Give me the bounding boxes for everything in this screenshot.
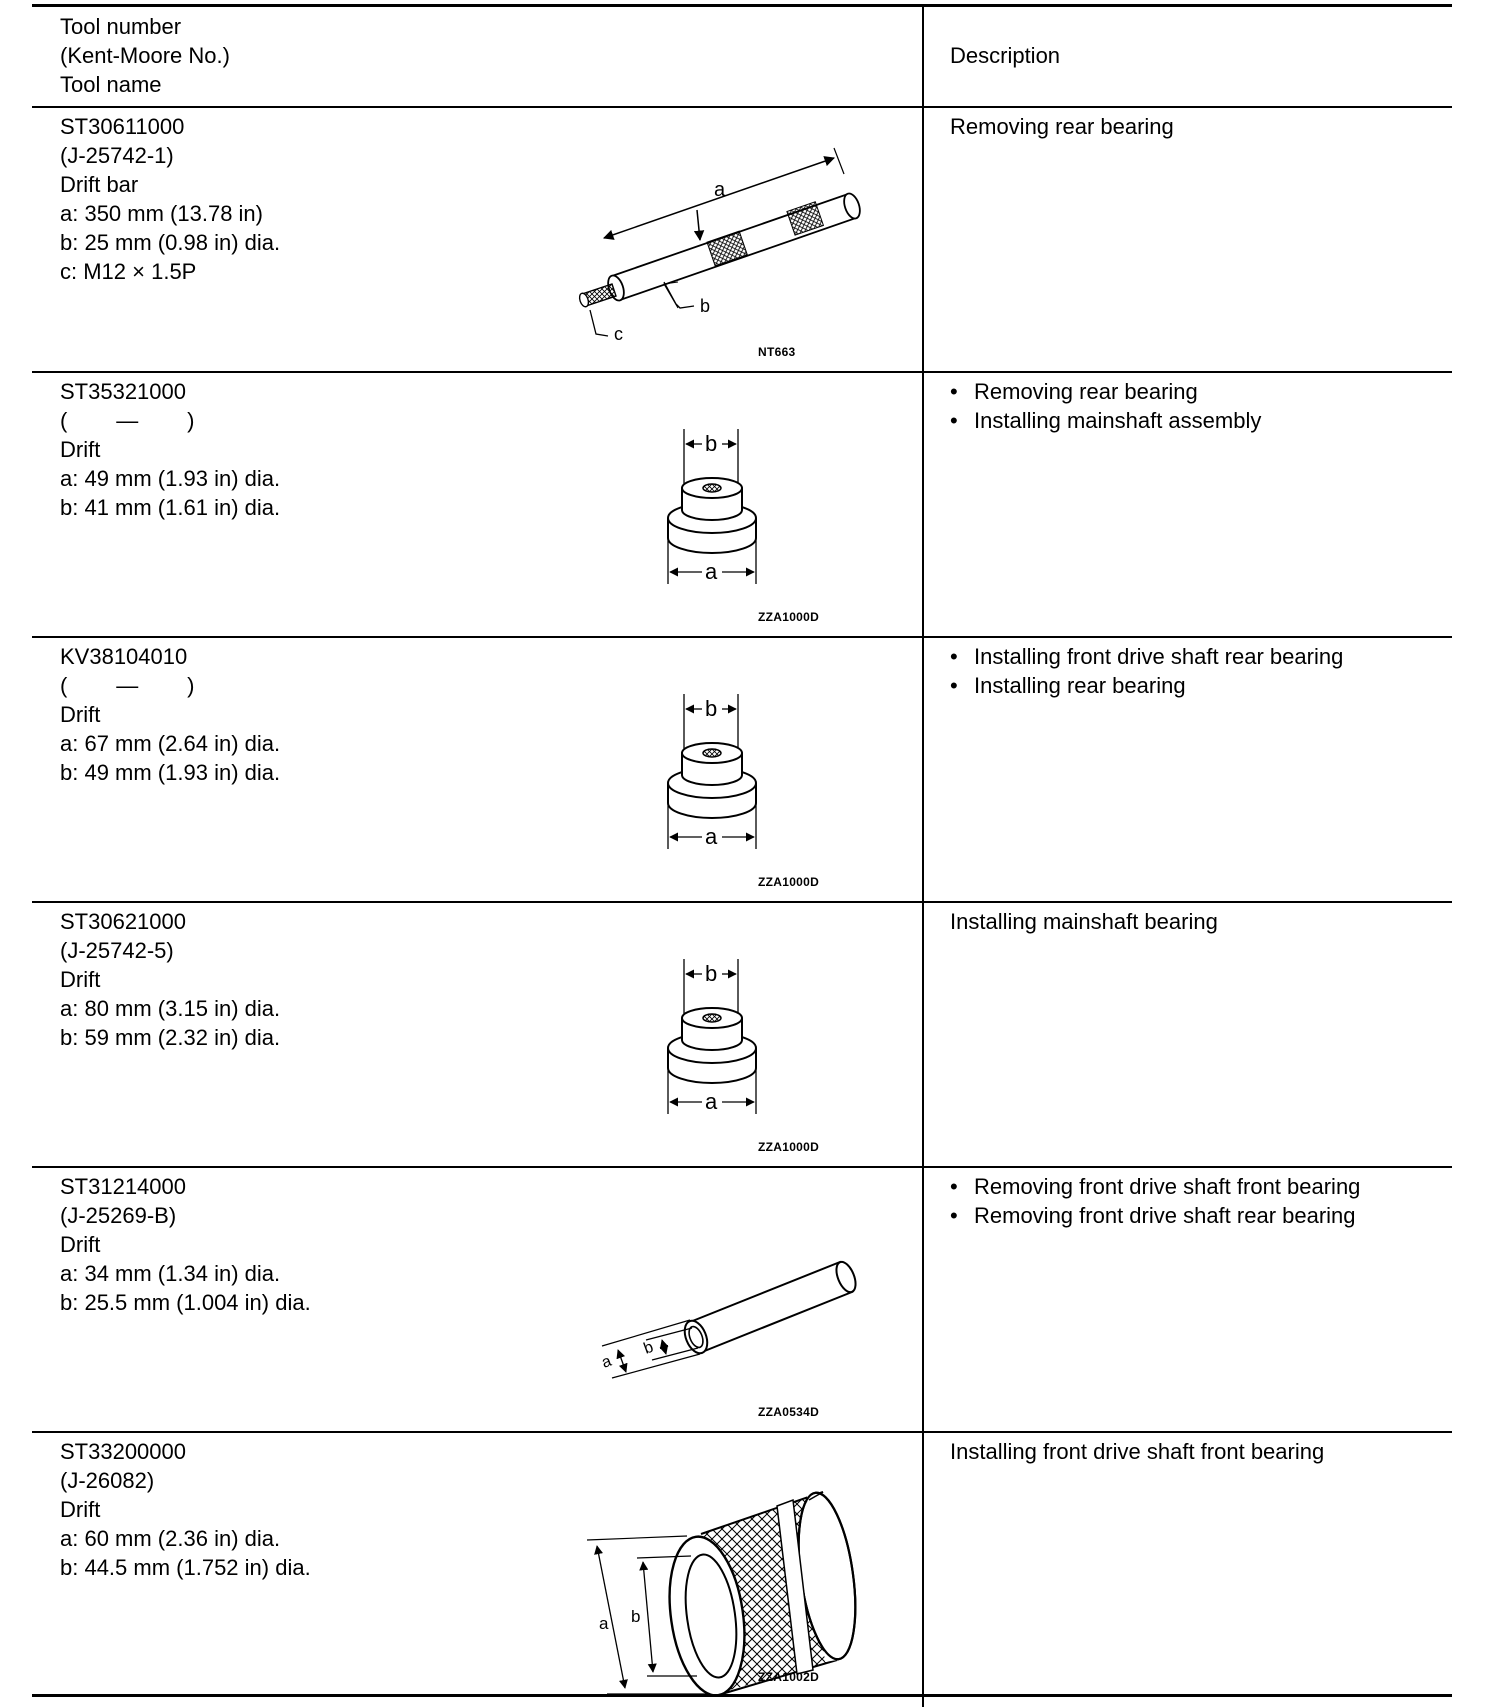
description-item: • Installing front drive shaft rear bearing	[950, 642, 1343, 671]
kent-moore-number: (J-25742-5)	[60, 938, 174, 963]
figure-label-a: a	[705, 1089, 718, 1114]
description-item: • Removing rear bearing	[950, 377, 1261, 406]
description-item: • Removing front drive shaft rear bearing	[950, 1201, 1360, 1230]
drift-disc-illustration	[632, 954, 792, 1124]
description-item: • Installing mainshaft assembly	[950, 406, 1261, 435]
figure-code: ZZA0534D	[758, 1405, 820, 1419]
description	[950, 1172, 1360, 1230]
spec-line: b: 49 mm (1.93 in) dia.	[60, 760, 281, 785]
spec-line: a: 34 mm (1.34 in) dia.	[60, 1261, 281, 1286]
spec-line: a: 60 mm (2.36 in) dia.	[60, 1526, 281, 1551]
description-item: • Removing front drive shaft front bearing	[950, 1172, 1360, 1201]
table-row-tool-info	[60, 1437, 311, 1582]
tool-number: ST35321000	[60, 379, 186, 404]
tool-name: Drift	[60, 437, 101, 462]
figure-code: NT663	[758, 345, 796, 359]
tool-name: Drift	[60, 967, 101, 992]
tool-number: ST30611000	[60, 114, 185, 139]
figure-label-a: a	[705, 824, 718, 849]
figure-label-a: a	[705, 559, 718, 584]
table-row-tool-info	[60, 112, 280, 286]
figure-label-b: b	[641, 1338, 656, 1358]
spec-line: b: 25 mm (0.98 in) dia.	[60, 230, 281, 255]
spec-line: a: 350 mm (13.78 in)	[60, 201, 263, 226]
table-row-tool-info	[60, 642, 280, 787]
tool-number: ST30621000	[60, 909, 186, 934]
figure-label-a: a	[714, 179, 726, 201]
kent-moore-number: ( — )	[60, 673, 195, 698]
description	[950, 112, 1174, 141]
description-item: • Installing rear bearing	[950, 671, 1343, 700]
figure-code: ZZA1000D	[758, 1140, 820, 1154]
row-divider	[32, 371, 1452, 373]
figure-label-b: b	[705, 431, 718, 456]
figure-label-c: c	[614, 324, 623, 344]
tool-name: Drift	[60, 702, 101, 727]
kent-moore-number: ( — )	[60, 408, 195, 433]
description	[950, 642, 1343, 700]
spec-line: b: 44.5 mm (1.752 in) dia.	[60, 1555, 311, 1580]
spec-line: c: M12 × 1.5P	[60, 259, 197, 284]
header-tool-column	[60, 12, 230, 99]
table-row-tool-info	[60, 907, 280, 1052]
spec-line: a: 80 mm (3.15 in) dia.	[60, 996, 281, 1021]
table-row-tool-info	[60, 1172, 311, 1317]
description-item: Installing mainshaft bearing	[950, 909, 1218, 934]
header-description: Description	[950, 43, 1061, 68]
drift-disc-illustration	[632, 689, 792, 859]
header-tool-name: Tool name	[60, 72, 162, 97]
description	[950, 1437, 1324, 1466]
spec-line: b: 59 mm (2.32 in) dia.	[60, 1025, 281, 1050]
row-divider	[32, 1431, 1452, 1433]
figure-code: ZZA1002D	[758, 1670, 820, 1684]
header-tool-number: Tool number	[60, 14, 182, 39]
spec-line: a: 67 mm (2.64 in) dia.	[60, 731, 281, 756]
figure-label-b: b	[705, 961, 718, 986]
tool-name: Drift bar	[60, 172, 139, 197]
table-bottom-rule	[32, 1694, 1452, 1697]
drift-bar-illustration	[552, 144, 882, 364]
row-divider	[32, 636, 1452, 638]
spec-line: b: 25.5 mm (1.004 in) dia.	[60, 1290, 311, 1315]
kent-moore-number: (J-26082)	[60, 1468, 155, 1493]
knurled-drift-illustration	[587, 1484, 887, 1704]
row-divider	[32, 901, 1452, 903]
header-kent-moore: (Kent-Moore No.)	[60, 43, 230, 68]
table-row-tool-info	[60, 377, 280, 522]
kent-moore-number: (J-25742-1)	[60, 143, 174, 168]
row-divider	[32, 1166, 1452, 1168]
column-divider	[922, 7, 924, 1707]
figure-label-b: b	[631, 1607, 641, 1626]
spec-line: a: 49 mm (1.93 in) dia.	[60, 466, 281, 491]
tool-number: KV38104010	[60, 644, 188, 669]
description-item: Installing front drive shaft front bearing	[950, 1439, 1325, 1464]
description	[950, 907, 1218, 936]
description-item: Removing rear bearing	[950, 114, 1174, 139]
figure-code: ZZA1000D	[758, 610, 820, 624]
table-top-rule	[32, 4, 1452, 7]
header-divider	[32, 106, 1452, 108]
figure-label-b: b	[705, 696, 718, 721]
tool-number: ST31214000	[60, 1174, 186, 1199]
spec-line: b: 41 mm (1.61 in) dia.	[60, 495, 281, 520]
figure-label-a: a	[599, 1352, 614, 1372]
figure-code: ZZA1000D	[758, 875, 820, 889]
description	[950, 377, 1261, 435]
figure-label-a: a	[599, 1614, 609, 1633]
tool-name: Drift	[60, 1497, 101, 1522]
figure-label-b: b	[700, 296, 711, 316]
tube-drift-illustration	[582, 1244, 882, 1384]
tool-name: Drift	[60, 1232, 101, 1257]
drift-disc-illustration	[632, 424, 792, 594]
kent-moore-number: (J-25269-B)	[60, 1203, 177, 1228]
tool-number: ST33200000	[60, 1439, 186, 1464]
